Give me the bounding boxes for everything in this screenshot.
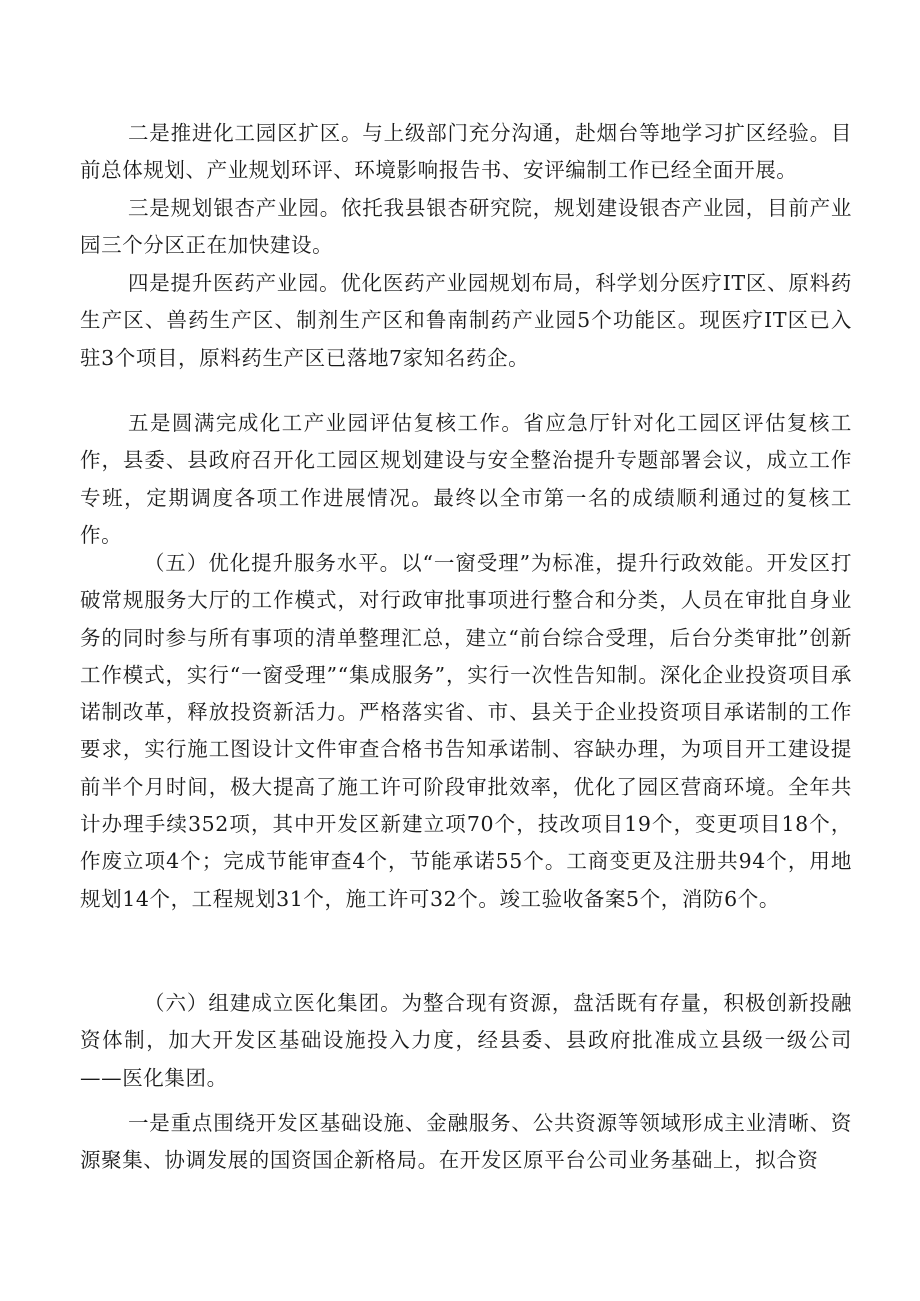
- paragraph-ginkgo-industrial-park: 三是规划银杏产业园。依托我县银杏研究院，规划建设银杏产业园，目前产业园三个分区正在加快建设。: [80, 196, 852, 258]
- paragraph-service-level: （五）优化提升服务水平。以“一窗受理”为标准，提升行政效能。开发区打破常规服务大厅的工作模式，对行政审批事项进行整合和分类，人员在审批自身业务的同时参与所有事项的清单整理汇总，建立“前台综合受理，后台分类审批”创新工作模式，实行“一窗受理”“集成服务”，实行一次性告知制。深化企业投资项目承诺制改革，释放投资新活力。严格落实省、市、县关于企业投资项目承诺制的工作要求，实行施工图设计文件审查合格书告知承诺制、容缺办理，为项目开工建设提前半个月时间，极大提高了施工许可阶段审批效率，优化了园区营商环境。全年共计办理手续352项，其中开发区新建立项70个，技改项目19个，变更项目18个，作废立项4个；完成节能审查4个，节能承诺55个。工商变更及注册共94个，用地规划14个，工程规划31个，施工许可32个。竣工验收备案5个，消防6个。: [80, 551, 852, 911]
- paragraph-chemical-park-review: 五是圆满完成化工产业园评估复核工作。省应急厅针对化工园区评估复核工作，县委、县政府召开化工园区规划建设与安全整治提升专题部署会议，成立工作专班，定期调度各项工作进展情况。最终以全市第一名的成绩顺利通过的复核工作。: [80, 411, 852, 547]
- paragraph-pharma-industrial-park: 四是提升医药产业园。优化医药产业园规划布局，科学划分医疗IT区、原料药生产区、兽药生产区、制剂生产区和鲁南制药产业园5个功能区。现医疗IT区已入驻3个项目，原料药生产区已落地7家知名药企。: [80, 271, 852, 370]
- paragraph-chemical-park-expansion: 二是推进化工园区扩区。与上级部门充分沟通，赴烟台等地学习扩区经验。目前总体规划、产业规划环评、环境影响报告书、安评编制工作已经全面开展。: [80, 121, 852, 183]
- paragraph-state-assets-pattern: 一是重点围绕开发区基础设施、金融服务、公共资源等领域形成主业清晰、资源聚集、协调发展的国资国企新格局。在开发区原平台公司业务基础上，拟合资: [80, 1111, 852, 1173]
- paragraph-pharma-chemical-group: （六）组建成立医化集团。为整合现有资源，盘活既有存量，积极创新投融资体制，加大开发区基础设施投入力度，经县委、县政府批准成立县级一级公司——医化集团。: [80, 991, 852, 1090]
